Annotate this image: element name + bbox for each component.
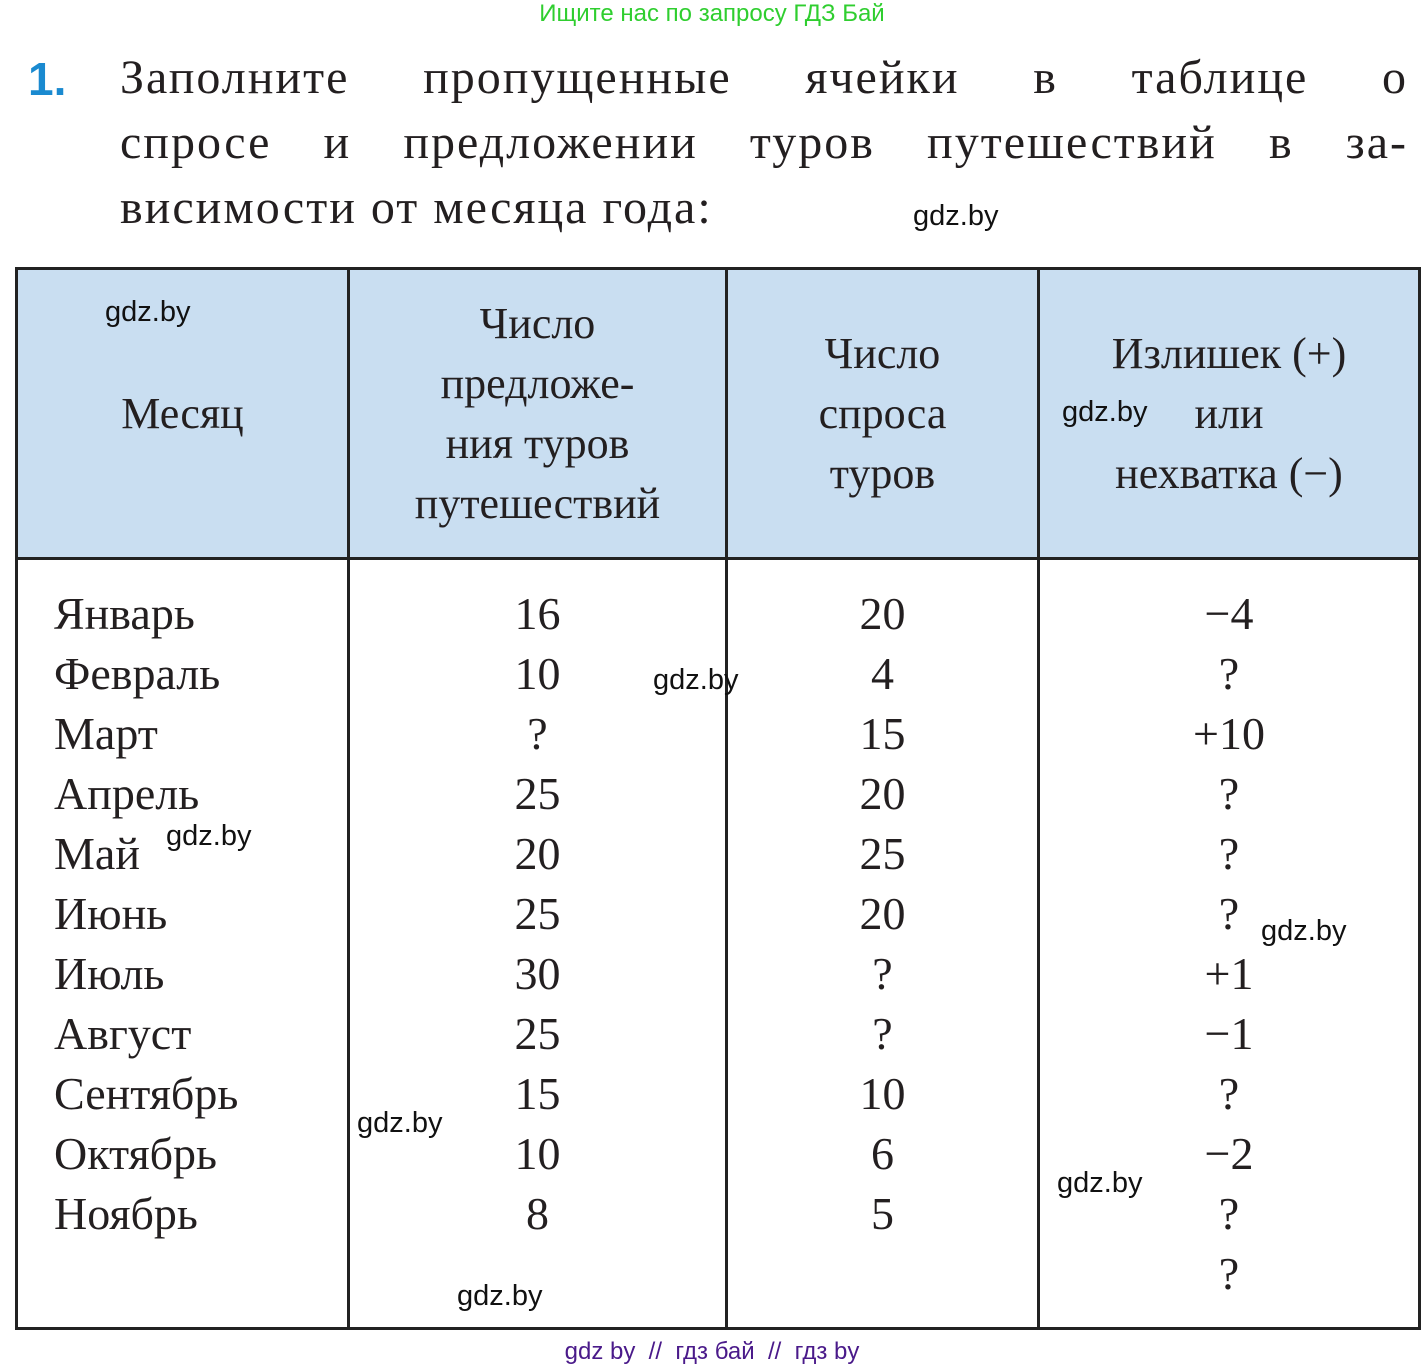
- header-line: Число: [824, 328, 941, 378]
- table-row: [18, 584, 1418, 644]
- demand-cell: 25: [859, 828, 906, 879]
- month-cell: Апрель: [54, 768, 200, 819]
- watermark: gdz.by: [357, 1107, 443, 1139]
- table-row: [18, 884, 1418, 944]
- supply-cell: 25: [514, 888, 561, 939]
- demand-cell: 4: [871, 648, 894, 699]
- balance-cell: +1: [1204, 948, 1254, 999]
- watermark-top: Ищите нас по запросу ГДЗ Бай: [539, 0, 885, 27]
- header-line: нехватка (−): [1115, 448, 1343, 498]
- demand-cell: ?: [872, 948, 893, 999]
- watermark: gdz.by: [105, 296, 191, 328]
- supply-cell: 25: [514, 1008, 561, 1059]
- demand-cell: ?: [872, 1008, 893, 1059]
- supply-cell: ?: [527, 708, 548, 759]
- supply-cell: 15: [514, 1068, 561, 1119]
- balance-cell: ?: [1218, 888, 1240, 939]
- header-line: путешествий: [414, 478, 661, 528]
- month-cell: Август: [54, 1008, 192, 1059]
- watermark: gdz.by: [1261, 915, 1347, 947]
- header-line: Излишек (+): [1111, 328, 1347, 378]
- demand-cell: 20: [859, 888, 906, 939]
- supply-cell: 16: [514, 588, 561, 639]
- table-row: [18, 704, 1418, 764]
- table-row: [18, 1004, 1418, 1064]
- table-row: [18, 944, 1418, 1004]
- header-line: Число: [479, 298, 596, 348]
- balance-cell: +10: [1193, 708, 1265, 759]
- header-line: ния туров: [445, 418, 630, 468]
- month-cell: Март: [54, 708, 158, 759]
- demand-cell: 5: [871, 1188, 894, 1239]
- supply-cell: 30: [514, 948, 561, 999]
- header-line: спроса: [818, 388, 947, 438]
- demand-cell: 15: [859, 708, 906, 759]
- task-number: 1.: [28, 53, 67, 105]
- table-row: [18, 1124, 1418, 1184]
- header-line: или: [1194, 388, 1264, 438]
- header-line: туров: [829, 448, 936, 498]
- supply-cell: 10: [514, 648, 561, 699]
- task-line-2: спросе и предложении туров путешествий в за-: [120, 116, 1408, 169]
- watermark: gdz.by: [457, 1280, 543, 1312]
- month-cell: Май: [54, 828, 140, 879]
- task-line-1: Заполните пропущенные ячейки в таблице о: [120, 51, 1408, 104]
- supply-cell: 8: [526, 1188, 549, 1239]
- balance-cell: ?: [1218, 768, 1240, 819]
- header-cell: [728, 270, 1037, 557]
- header-line: Месяц: [121, 388, 244, 438]
- balance-cell: −1: [1204, 1008, 1254, 1059]
- demand-cell: 20: [859, 768, 906, 819]
- watermark: gdz.by: [653, 664, 739, 696]
- balance-cell: ?: [1218, 828, 1240, 879]
- balance-cell: ?: [1218, 1188, 1240, 1239]
- month-cell: Январь: [54, 588, 195, 639]
- watermark: gdz.by: [1057, 1167, 1143, 1199]
- demand-cell: 10: [859, 1068, 906, 1119]
- balance-cell: ?: [1218, 648, 1240, 699]
- supply-cell: 25: [514, 768, 561, 819]
- watermark: gdz.by: [1062, 396, 1148, 428]
- watermark: gdz.by: [166, 820, 252, 852]
- table-row: [18, 764, 1418, 824]
- balance-cell: −4: [1204, 588, 1254, 639]
- supply-cell: 10: [514, 1128, 561, 1179]
- supply-cell: 20: [514, 828, 561, 879]
- watermark-bottom: gdz by // гдз бай // гдз by: [564, 1338, 860, 1365]
- watermark: gdz.by: [913, 200, 999, 232]
- demand-cell: 6: [871, 1128, 894, 1179]
- month-cell: Сентябрь: [54, 1068, 239, 1119]
- month-cell: Февраль: [54, 648, 221, 699]
- demand-cell: 20: [859, 588, 906, 639]
- table-row: [18, 1244, 1418, 1304]
- balance-cell: ?: [1218, 1068, 1240, 1119]
- header-cell: [350, 270, 725, 557]
- month-cell: Июнь: [54, 888, 168, 939]
- balance-cell: −2: [1204, 1128, 1254, 1179]
- task-line-3: висимости от месяца года:: [120, 181, 713, 234]
- table-row: [18, 1184, 1418, 1244]
- month-cell: Ноябрь: [54, 1188, 198, 1239]
- supply-demand-table: [15, 267, 1421, 1330]
- header-line: предложе-: [440, 358, 635, 408]
- month-cell: Октябрь: [54, 1128, 217, 1179]
- month-cell: Июль: [54, 948, 165, 999]
- balance-cell: ?: [1218, 1248, 1240, 1299]
- table-row: [18, 1064, 1418, 1124]
